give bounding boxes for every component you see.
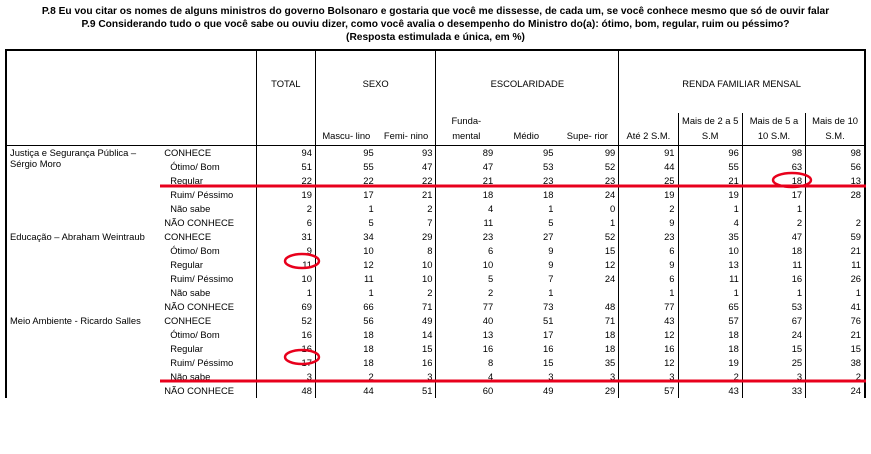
value-cell: 98 <box>742 146 805 161</box>
value-cell <box>556 286 618 300</box>
value-cell: 1 <box>742 202 805 216</box>
value-cell: 60 <box>436 384 496 398</box>
value-cell: 47 <box>742 230 805 244</box>
value-cell: 43 <box>678 384 742 398</box>
group-escolaridade: ESCOLARIDADE <box>436 50 619 113</box>
value-cell: 24 <box>806 384 865 398</box>
minister-name: Educação – Abraham Weintraub <box>6 230 159 314</box>
value-cell: 7 <box>427 217 433 228</box>
value-cell: 11 <box>256 258 315 272</box>
col-5-a-10-sm: Mais de 5 a 10 S.M. <box>742 113 805 146</box>
value-cell: 1 <box>742 286 805 300</box>
value-cell: 4 <box>436 202 496 216</box>
value-cell: 56 <box>806 160 865 174</box>
row-label: CONHECE <box>164 231 212 242</box>
value-cell: 41 <box>806 300 865 314</box>
value-cell: 21 <box>436 174 496 188</box>
value-cell: 18 <box>315 356 376 370</box>
value-cell: 4 <box>436 370 496 384</box>
value-cell: 47 <box>422 161 433 172</box>
col-feminino: Femi- nino <box>377 113 436 146</box>
value-cell: 18 <box>678 342 742 356</box>
value-cell: 33 <box>742 384 805 398</box>
value-cell: 3 <box>256 370 315 384</box>
table-row <box>6 314 865 328</box>
value-cell: 9 <box>619 258 678 272</box>
row-label: Regular <box>170 343 204 354</box>
value-cell: 10 <box>436 258 496 272</box>
value-cell: 2 <box>742 216 805 230</box>
value-cell: 15 <box>422 343 433 354</box>
row-label: NÃO CONHECE <box>164 301 234 312</box>
value-cell: 3 <box>742 370 805 384</box>
row-label: Ótimo/ Bom <box>170 329 220 340</box>
value-cell: 6 <box>256 216 315 230</box>
value-cell: 9 <box>548 259 554 270</box>
value-cell: 40 <box>436 314 496 328</box>
value-cell: 25 <box>742 356 805 370</box>
value-cell: 8 <box>427 245 433 256</box>
value-cell: 12 <box>604 259 616 270</box>
value-cell: 2 <box>427 287 433 298</box>
row-label: Ótimo/ Bom <box>170 245 220 256</box>
value-cell: 6 <box>619 272 678 286</box>
value-cell: 15 <box>742 342 805 356</box>
value-cell: 25 <box>619 174 678 188</box>
value-cell: 6 <box>436 244 496 258</box>
value-cell: 15 <box>806 342 865 356</box>
value-cell: 22 <box>315 174 376 188</box>
value-cell: 77 <box>436 300 496 314</box>
value-cell: 14 <box>422 329 433 340</box>
col-ate-2-sm: Até 2 S.M. <box>619 113 678 146</box>
row-label: Ruim/ Péssimo <box>170 273 234 284</box>
value-cell: 10 <box>678 244 742 258</box>
value-cell: 10 <box>315 244 376 258</box>
value-cell: 17 <box>543 329 554 340</box>
value-cell: 69 <box>256 300 315 314</box>
value-cell: 0 <box>610 203 616 214</box>
value-cell: 96 <box>678 146 742 161</box>
value-cell: 11 <box>806 258 865 272</box>
table-row <box>6 146 865 161</box>
row-label: Regular <box>170 175 204 186</box>
corner-cell <box>6 50 256 113</box>
value-cell: 71 <box>604 315 616 326</box>
response-note: (Resposta estimulada e única, em %) <box>346 32 525 43</box>
value-cell: 2 <box>315 370 376 384</box>
value-cell: 38 <box>806 356 865 370</box>
value-cell: 9 <box>619 216 678 230</box>
row-label: Não sabe <box>170 371 211 382</box>
value-cell: 23 <box>543 175 554 186</box>
value-cell: 18 <box>742 174 805 188</box>
value-cell: 56 <box>315 314 376 328</box>
value-cell: 1 <box>806 286 865 300</box>
value-cell: 2 <box>256 202 315 216</box>
row-label: Não sabe <box>170 203 211 214</box>
value-cell: 28 <box>806 188 865 202</box>
value-cell: 22 <box>256 174 315 188</box>
value-cell: 76 <box>806 314 865 328</box>
row-label: Ótimo/ Bom <box>170 161 220 172</box>
value-cell: 93 <box>422 147 433 158</box>
value-cell: 63 <box>742 160 805 174</box>
value-cell: 48 <box>604 301 616 312</box>
value-cell: 5 <box>436 272 496 286</box>
value-cell: 6 <box>619 244 678 258</box>
value-cell: 23 <box>619 230 678 244</box>
question-p8: P.8 Eu vou citar os nomes de alguns ministros do governo Bolsonaro e gostaria que você me dissesse, de cada um, se você conhece mesmo que só de ouvir falar <box>41 6 830 17</box>
value-cell: 29 <box>604 385 616 396</box>
minister-name: Meio Ambiente - Ricardo Salles <box>6 314 159 398</box>
value-cell: 11 <box>436 216 496 230</box>
value-cell: 15 <box>543 357 554 368</box>
value-cell: 99 <box>604 147 616 158</box>
value-cell: 10 <box>256 272 315 286</box>
row-label: CONHECE <box>164 315 212 326</box>
value-cell: 9 <box>548 245 554 256</box>
row-label: Não sabe <box>170 287 211 298</box>
value-cell: 18 <box>543 189 554 200</box>
value-cell: 52 <box>256 314 315 328</box>
crosstab-table <box>5 49 866 398</box>
value-cell: 29 <box>422 231 433 242</box>
col-2-a-5-sm: Mais de 2 a 5 S.M <box>678 113 742 146</box>
value-cell: 21 <box>422 189 433 200</box>
value-cell: 16 <box>256 328 315 342</box>
value-cell: 16 <box>436 342 496 356</box>
value-cell: 77 <box>619 300 678 314</box>
value-cell: 51 <box>543 315 554 326</box>
value-cell: 13 <box>678 258 742 272</box>
col-fundamental: Funda- mental <box>436 113 496 146</box>
value-cell: 19 <box>619 188 678 202</box>
value-cell: 1 <box>610 217 616 228</box>
value-cell: 5 <box>548 217 554 228</box>
value-cell: 17 <box>742 188 805 202</box>
value-cell: 98 <box>806 146 865 161</box>
value-cell: 57 <box>619 384 678 398</box>
value-cell: 1 <box>315 286 376 300</box>
value-cell: 2 <box>619 202 678 216</box>
value-cell: 57 <box>678 314 742 328</box>
value-cell: 65 <box>678 300 742 314</box>
value-cell: 19 <box>256 188 315 202</box>
value-cell: 10 <box>422 273 433 284</box>
row-label: Regular <box>170 259 204 270</box>
value-cell: 1 <box>548 287 554 298</box>
value-cell: 24 <box>742 328 805 342</box>
row-label: NÃO CONHECE <box>164 385 234 396</box>
value-cell: 44 <box>619 160 678 174</box>
value-cell: 24 <box>604 189 616 200</box>
value-cell: 1 <box>619 286 678 300</box>
value-cell: 51 <box>422 385 433 396</box>
value-cell: 94 <box>256 146 315 161</box>
value-cell: 21 <box>806 244 865 258</box>
value-cell: 43 <box>619 314 678 328</box>
group-renda: RENDA FAMILIAR MENSAL <box>619 50 865 113</box>
value-cell: 95 <box>543 147 554 158</box>
value-cell: 21 <box>678 174 742 188</box>
value-cell: 3 <box>619 370 678 384</box>
row-label: Ruim/ Péssimo <box>170 357 234 368</box>
value-cell: 10 <box>422 259 433 270</box>
value-cell: 24 <box>604 273 616 284</box>
total-subheader <box>256 113 315 146</box>
value-cell: 59 <box>806 230 865 244</box>
value-cell: 18 <box>315 328 376 342</box>
value-cell: 47 <box>436 160 496 174</box>
value-cell: 3 <box>610 371 616 382</box>
col-masculino: Mascu- lino <box>315 113 376 146</box>
col-superior: Supe- rior <box>556 113 618 146</box>
value-cell: 1 <box>256 286 315 300</box>
value-cell: 18 <box>604 329 616 340</box>
value-cell: 35 <box>678 230 742 244</box>
value-cell: 16 <box>619 342 678 356</box>
corner-cell-sub <box>6 113 256 146</box>
row-label: Ruim/ Péssimo <box>170 189 234 200</box>
value-cell: 5 <box>315 216 376 230</box>
value-cell: 34 <box>315 230 376 244</box>
row-label: NÃO CONHECE <box>164 217 234 228</box>
col-medio: Médio <box>496 113 556 146</box>
value-cell: 2 <box>427 203 433 214</box>
value-cell: 44 <box>315 384 376 398</box>
value-cell: 67 <box>742 314 805 328</box>
value-cell: 91 <box>619 146 678 161</box>
value-cell: 19 <box>678 356 742 370</box>
value-cell: 17 <box>315 188 376 202</box>
value-cell: 1 <box>315 202 376 216</box>
value-cell: 18 <box>315 342 376 356</box>
value-cell: 16 <box>742 272 805 286</box>
value-cell: 11 <box>678 272 742 286</box>
value-cell: 1 <box>548 203 554 214</box>
row-label: CONHECE <box>164 147 212 158</box>
value-cell: 9 <box>256 244 315 258</box>
table-row <box>6 230 865 244</box>
value-cell: 12 <box>619 328 678 342</box>
value-cell: 7 <box>548 273 554 284</box>
value-cell: 16 <box>256 342 315 356</box>
col-mais-10-sm: Mais de 10 S.M. <box>806 113 865 146</box>
value-cell: 19 <box>678 188 742 202</box>
value-cell: 13 <box>436 328 496 342</box>
value-cell: 26 <box>806 272 865 286</box>
value-cell: 17 <box>256 356 315 370</box>
value-cell: 52 <box>604 231 616 242</box>
value-cell: 15 <box>604 245 616 256</box>
value-cell: 16 <box>422 357 433 368</box>
value-cell: 51 <box>256 160 315 174</box>
value-cell: 8 <box>436 356 496 370</box>
value-cell: 73 <box>543 301 554 312</box>
value-cell: 16 <box>543 343 554 354</box>
value-cell: 49 <box>543 385 554 396</box>
value-cell: 27 <box>543 231 554 242</box>
value-cell: 1 <box>678 202 742 216</box>
value-cell: 52 <box>604 161 616 172</box>
group-total: TOTAL <box>256 50 315 113</box>
value-cell: 2 <box>436 286 496 300</box>
question-p9: P.9 Considerando tudo o que você sabe ou ouviu dizer, como você avalia o desempenho do Ministro do(a): ótimo, bom, regular, ruim ou péssimo? <box>81 19 790 30</box>
value-cell: 21 <box>806 328 865 342</box>
value-cell: 18 <box>436 188 496 202</box>
value-cell: 18 <box>742 244 805 258</box>
value-cell: 53 <box>543 161 554 172</box>
group-sexo: SEXO <box>315 50 436 113</box>
value-cell: 95 <box>315 146 376 161</box>
value-cell: 2 <box>678 370 742 384</box>
value-cell: 13 <box>806 174 865 188</box>
value-cell: 48 <box>256 384 315 398</box>
value-cell: 2 <box>806 216 865 230</box>
value-cell: 66 <box>315 300 376 314</box>
value-cell: 12 <box>315 258 376 272</box>
value-cell: 12 <box>619 356 678 370</box>
value-cell: 11 <box>742 258 805 272</box>
value-cell: 11 <box>315 272 376 286</box>
value-cell: 55 <box>678 160 742 174</box>
value-cell: 3 <box>427 371 433 382</box>
value-cell: 31 <box>256 230 315 244</box>
value-cell: 22 <box>422 175 433 186</box>
value-cell <box>806 202 865 216</box>
value-cell: 18 <box>678 328 742 342</box>
value-cell: 18 <box>604 343 616 354</box>
value-cell: 49 <box>422 315 433 326</box>
value-cell: 23 <box>604 175 616 186</box>
value-cell: 4 <box>678 216 742 230</box>
value-cell: 2 <box>806 370 865 384</box>
minister-name: Justiça e Segurança Pública – Sérgio Moro <box>6 146 159 231</box>
value-cell: 53 <box>742 300 805 314</box>
value-cell: 89 <box>436 146 496 161</box>
value-cell: 71 <box>422 301 433 312</box>
value-cell: 55 <box>315 160 376 174</box>
value-cell: 35 <box>604 357 616 368</box>
value-cell: 3 <box>548 371 554 382</box>
value-cell: 23 <box>436 230 496 244</box>
value-cell: 1 <box>678 286 742 300</box>
